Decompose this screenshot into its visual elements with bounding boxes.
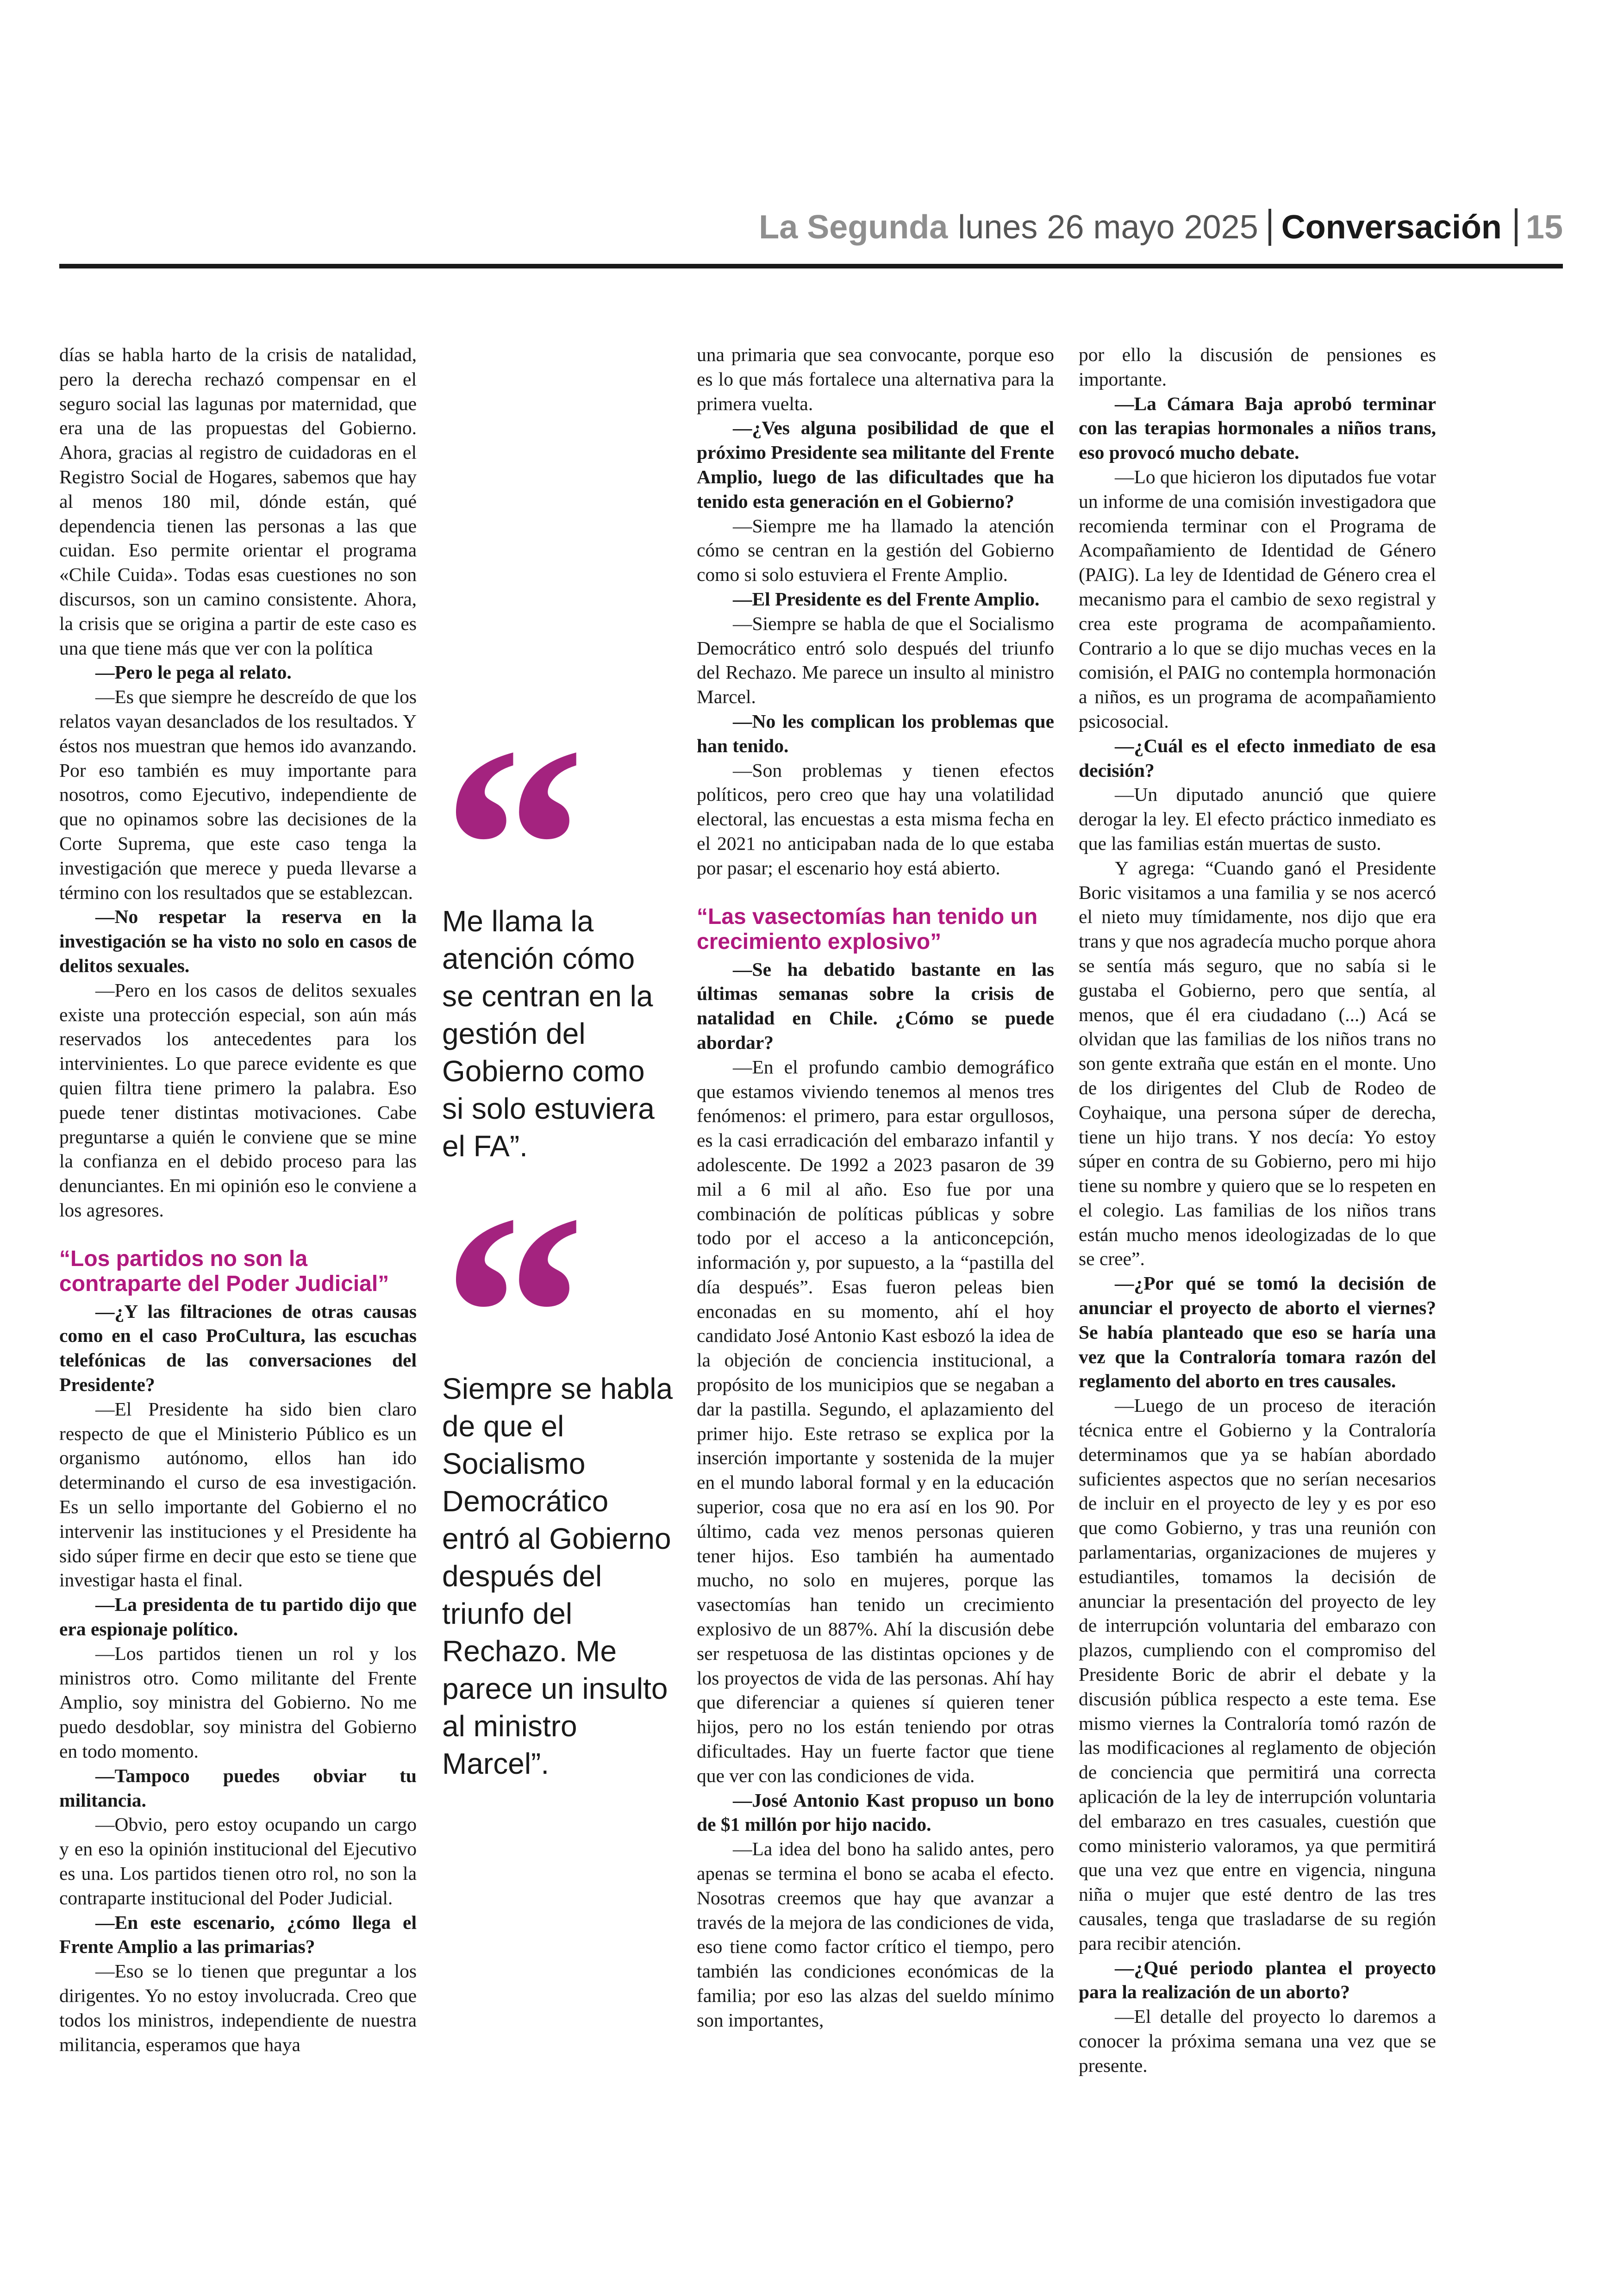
column-3 <box>1079 343 1436 2078</box>
paragraph: —Obvio, pero estoy ocupando un cargo y en eso la opinión institucional del Ejecutivo es una. Los partidos tienen otro rol, no son la contraparte institucional del Poder Judicial. <box>59 1814 417 1908</box>
header-bar <box>759 208 1563 246</box>
header-divider <box>1268 209 1271 246</box>
page-number: 15 <box>1515 208 1563 246</box>
paragraph: —Lo que hicieron los diputados fue votar un informe de una comisión investigadora que recomienda terminar con el Programa de Acompañamiento de Identidad de Género (PAIG). La ley de Identidad de Género crea el mecanismo para el cambio de sexo registral y crea este programa de acompañamiento. Contrario a lo que se dijo muchas veces en la comisión, el PAIG no contempla hormonación a niños, es un programa de acompañamiento psicosocial. <box>1079 466 1436 732</box>
pullquote-2 <box>442 1217 674 1783</box>
paragraph: —Siempre se habla de que el Socialismo Democrático entró solo después del triunfo del Rechazo. Me parece un insulto al ministro Marcel. <box>697 612 1054 708</box>
paragraph: —Es que siempre he descreído de que los relatos vayan desanclados de los resultados. Y éstos nos muestran que hemos ido avanzando. Por eso también es muy importante para nosotros, como Ejecutivo, independiente de que no opinamos sobre las decisiones de la Corte Suprema, que este caso tenga la investigación que merece y pueda llevarse a término con los resultados que se establezcan. <box>59 686 417 903</box>
paragraph: —Son problemas y tienen efectos políticos, pero creo que hay una volatilidad electoral, las encuestas a esta misma fecha en el 2021 no anticipaban nada de lo que estaba por pasar; el escenario hoy está abierto. <box>697 759 1054 879</box>
interview-question: —¿Cuál es el efecto inmediato de esa decisión? <box>1079 735 1436 781</box>
interview-question: —José Antonio Kast propuso un bono de $1 millón por hijo nacido. <box>697 1789 1054 1835</box>
paragraph: una primaria que sea convocante, porque eso es lo que más fortalece una alternativa para la primera vuelta. <box>697 344 1054 414</box>
publication-name: La Segunda <box>759 209 948 246</box>
paragraph: —Eso se lo tienen que preguntar a los dirigentes. Yo no estoy involucrada. Creo que todos los ministros, independiente de nuestra militancia, esperamos que haya <box>59 1960 417 2055</box>
subheading: “Los partidos no son la contraparte del Poder Judicial” <box>59 1246 389 1296</box>
quote-mark-icon <box>442 750 674 903</box>
paragraph: —Los partidos tienen un rol y los ministros otro. Como militante del Frente Amplio, soy ministra del Gobierno. No me puedo desdoblar, soy ministra del Gobierno en todo momento. <box>59 1642 417 1762</box>
quote-mark-icon <box>442 1217 674 1370</box>
paragraph: —Un diputado anunció que quiere derogar la ley. El efecto práctico inmediato es que las familias están muertas de susto. <box>1079 784 1436 854</box>
interview-question: —El Presidente es del Frente Amplio. <box>733 588 1040 610</box>
interview-question: —Se ha debatido bastante en las últimas semanas sobre la crisis de natalidad en Chile. ¿Cómo se puede abordar? <box>697 958 1054 1053</box>
column-1 <box>59 343 417 2057</box>
paragraph: —Siempre me ha llamado la atención cómo se centran en la gestión del Gobierno como si solo estuviera el Frente Amplio. <box>697 515 1054 586</box>
interview-question: —No les complican los problemas que han tenido. <box>697 710 1054 756</box>
interview-question: —La Cámara Baja aprobó terminar con las terapias hormonales a niños trans, eso provocó mucho debate. <box>1079 393 1436 463</box>
pullquote-1 <box>442 750 674 1165</box>
publication-date: lunes 26 mayo 2025 <box>958 209 1258 246</box>
paragraph: días se habla harto de la crisis de natalidad, pero la derecha rechazó compensar en el seguro social las lagunas por maternidad, que era una de las propuestas del Gobierno. Ahora, gracias al registro de cuidadoras en el Registro Social de Hogares, sabemos que hay al menos 180 mil, dónde están, qué dependencia tienen las personas a las que cuidan. Eso permite orientar el programa «Chile Cuida». Todas esas cuestiones no son discursos, son un camino consistente. Ahora, la crisis que se origina a partir de este caso es una que tiene más que ver con la política <box>59 344 417 659</box>
interview-question: —No respetar la reserva en la investigación se ha visto no solo en casos de delitos sexuales. <box>59 906 417 976</box>
paragraph: —El detalle del proyecto lo daremos a conocer la próxima semana una vez que se presente. <box>1079 2006 1436 2076</box>
paragraph: —En el profundo cambio demográfico que estamos viviendo tenemos al menos tres fenómenos: el primero, para estar orgullosos, es la casi erradicación del embarazo infantil y adolescente. De 1992 a 2023 pasaron de 39 mil a 6 mil al año. Eso fue por una combinación de políticas públicas y sobre todo por el acceso a la anticoncepción, información y, por supuesto, a la “pastilla del día después”. Esas fueron peleas bien enconadas en su momento, ahí el hoy candidato José Antonio Kast esbozó la idea de la objeción de conciencia institucional, a propósito de los municipios que se negaban a dar la pastilla. Segundo, el aplazamiento del primer hijo. Este retraso se explica por la inserción importante y sostenida de la mujer en el mundo laboral formal y en la educación superior, cosa que no era así en los 90. Por último, cada vez menos personas quieren tener hijos. Eso también ha aumentado mucho, no solo en mujeres, porque las vasectomías han tenido un crecimiento explosivo de un 887%. Ahí la discusión debe ser respetuosa de las distintas opciones y de los proyectos de vida de las personas. Ahí hay que diferenciar a quienes sí quieren tener hijos, pero no los están teniendo por otras dificultades. Hay un fuerte factor que tiene que ver con las condiciones de vida. <box>697 1056 1054 1786</box>
interview-question: —Tampoco puedes obviar tu militancia. <box>59 1765 417 1811</box>
interview-question: —¿Ves alguna posibilidad de que el próximo Presidente sea militante del Frente Amplio, luego de las dificultades que ha tenido esta generación en el Gobierno? <box>697 417 1054 512</box>
section-name: Conversación <box>1281 209 1502 246</box>
paragraph: —El Presidente ha sido bien claro respecto de que el Ministerio Público es un organismo autónomo, ellos han ido determinando el curso de esa investigación. Es un sello importante del Gobierno el no intervenir las instituciones y el Presidente ha sido súper firme en decir que esto se tiene que investigar hasta el final. <box>59 1398 417 1591</box>
interview-question: —¿Por qué se tomó la decisión de anunciar el proyecto de aborto el viernes? Se había planteado que eso se haría una vez que la Contraloría tomara razón del reglamento del aborto en tres causales. <box>1079 1272 1436 1392</box>
interview-question: —En este escenario, ¿cómo llega el Frente Amplio a las primarias? <box>59 1911 417 1958</box>
column-2 <box>697 343 1054 2033</box>
header-rule <box>59 264 1563 268</box>
paragraph: —Pero en los casos de delitos sexuales existe una protección especial, son aún más reservados los antecedentes para los intervinientes. Lo que parece evidente es que quien filtra tiene primero la palabra. Eso puede tener distintas motivaciones. Cabe preguntarse a quién le conviene que se mine la confianza en el debido proceso para las denunciantes. En mi opinión eso le conviene a los agresores. <box>59 979 417 1221</box>
interview-question: —¿Y las filtraciones de otras causas como en el caso ProCultura, las escuchas telefónicas de las conversaciones del Presidente? <box>59 1300 417 1396</box>
interview-question: —La presidenta de tu partido dijo que era espionaje político. <box>59 1594 417 1640</box>
subheading: “Las vasectomías han tenido un crecimiento explosivo” <box>697 904 1038 954</box>
page-header <box>59 199 1563 268</box>
paragraph: —La idea del bono ha salido antes, pero apenas se termina el bono se acaba el efecto. Nosotras creemos que hay que avanzar a través de la mejora de las condiciones de vida, eso tiene como factor crítico el tiempo, pero también las condiciones económicas de la familia; por eso las alzas del sueldo mínimo son importantes, <box>697 1838 1054 2031</box>
paragraph: por ello la discusión de pensiones es importante. <box>1079 344 1436 390</box>
paragraph: —Luego de un proceso de iteración técnica entre el Gobierno y la Contraloría determinamos que ya se habían abordado suficientes aspectos que no serían necesarios de incluir en el proyecto de ley y es por eso que como Gobierno, y tras una reunión con parlamentarias, organizaciones de mujeres y estudiantiles, tomamos la decisión de anunciar la presentación del proyecto de ley de interrupción voluntaria del embarazo con plazos, cumpliendo con el compromiso del Presidente Boric de abrir el debate y la discusión pública respecto a este tema. Ese mismo viernes la Contraloría tomó razón de las modificaciones al reglamento de objeción de conciencia que permitirá una correcta aplicación de la ley de interrupción voluntaria del embarazo en tres casuales, cuestión que como ministerio valoramos, ya que permitirá que una vez que entre en vigencia, ninguna niña o mujer que esté dentro de las tres causales, tenga que trasladarse de su región para recibir atención. <box>1079 1395 1436 1954</box>
interview-question: —Pero le pega al relato. <box>95 661 292 683</box>
interview-question: —¿Qué periodo plantea el proyecto para la realización de un aborto? <box>1079 1957 1436 2003</box>
pullquote-text: Siempre se habla de que el Socialismo Democrático entró al Gobierno después del triunfo del Rechazo. Me parece un insulto al ministro Marcel”. <box>442 1372 673 1780</box>
pullquote-text: Me llama la atención cómo se centran en la gestión del Gobierno como si solo estuviera el FA”. <box>442 904 655 1163</box>
paragraph: Y agrega: “Cuando ganó el Presidente Boric visitamos a una familia y se nos acercó el nieto muy tímidamente, nos dijo que era trans y que nos agradecía mucho porque ahora se sentía más seguro, que no sabía si le gustaba el Gobierno, pero que sentía, al menos, que él era ciudadano (...) Acá se olvidan que las familias de los niños trans no son gente extraña que están en el monte. Uno de los dirigentes del Club de Rodeo de Coyhaique, una persona súper de derecha, tiene un hijo trans. Y nos decía: Yo estoy súper en contra de su Gobierno, pero mi hijo tiene su nombre y quiero que se lo respeten en el colegio. Las familias de los niños trans están mucho menos ideologizadas de lo que se cree”. <box>1079 857 1436 1270</box>
